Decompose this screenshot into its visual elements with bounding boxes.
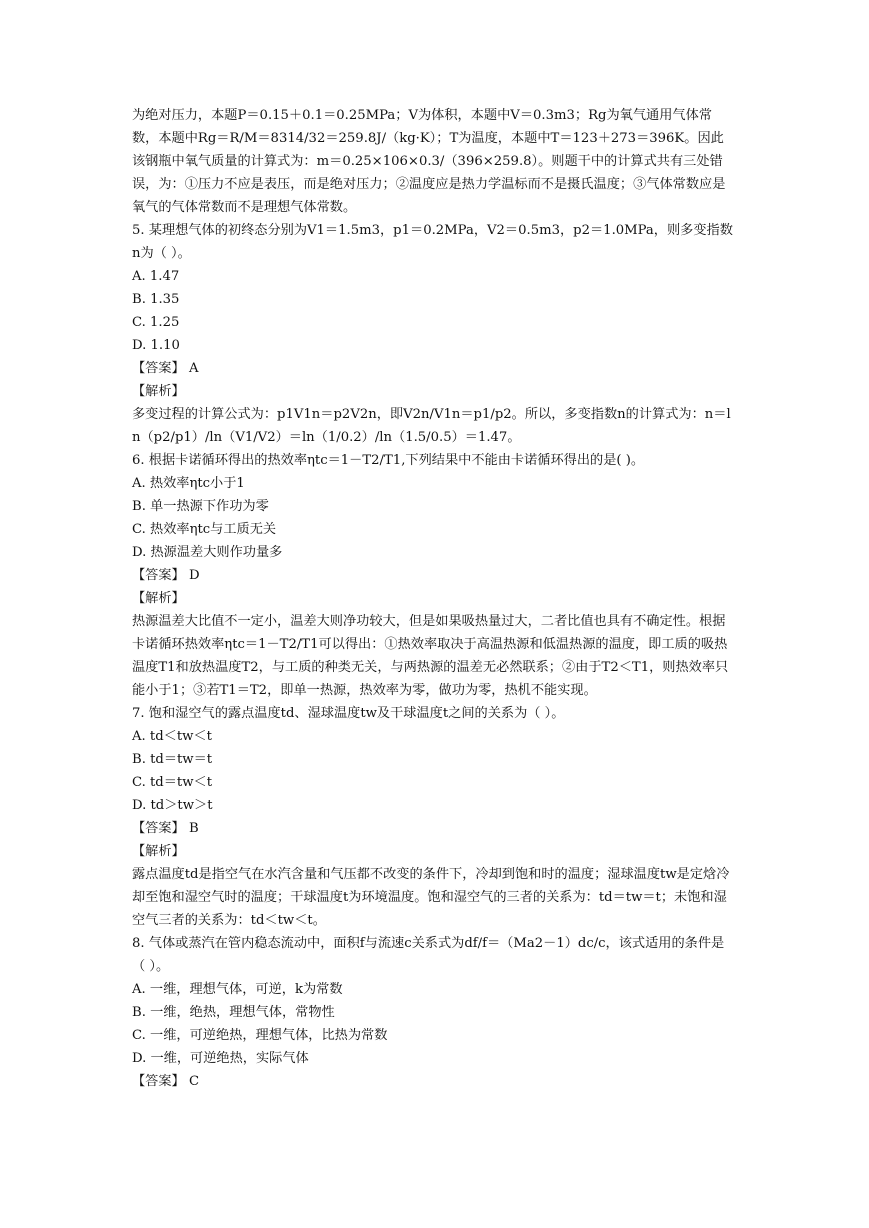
analysis-heading: 【解析】 bbox=[132, 591, 185, 606]
question-5: 5. 某理想气体的初终态分别为V1＝1.5m3，p1＝0.2MPa，V2＝0.5m3，p2＝1.0MPa，则多变指数n为（ ）。 bbox=[132, 223, 733, 261]
analysis-text: 多变过程的计算公式为：p1V1n＝p2V2n，即V2n/V1n＝p1/p2。所以，多变指数n的计算式为：n＝ln（p2/p1）/ln（V1/V2）＝ln（1/0.2）/ln（1.5/0.5）＝1.47。 bbox=[132, 407, 731, 445]
option-c: C. 1.25 bbox=[132, 315, 180, 330]
answer: 【答案】 C bbox=[132, 1074, 200, 1089]
option-b: B. 1.35 bbox=[132, 292, 180, 307]
question-7: 7. 饱和湿空气的露点温度td、湿球温度tw及干球温度t之间的关系为（ ）。 bbox=[132, 706, 565, 721]
answer: 【答案】 B bbox=[132, 821, 199, 836]
paragraph: 为绝对压力，本题P＝0.15＋0.1＝0.25MPa；V为体积，本题中V＝0.3m3；Rg为氧气通用气体常数，本题中Rg＝R/M＝8314/32＝259.8J/（kg·K）；T为温度，本题中T＝123＋273＝396K。因此该钢瓶中氧气质量的计算式为：m＝0.25×106×0.3/（396×259.8）。则题干中的计算式共有三处错误，为：①压力不应是表压，而是绝对压力；②温度应是热力学温标而不是摄氏温度；③气体常数应是氧气的气体常数而不是理想气体常数。 bbox=[132, 108, 726, 215]
option-a: A. 热效率ηtc小于1 bbox=[132, 476, 245, 491]
option-b: B. 一维，绝热，理想气体，常物性 bbox=[132, 1005, 335, 1020]
option-a: A. 一维，理想气体，可逆，k为常数 bbox=[132, 982, 343, 997]
document-page bbox=[132, 104, 737, 1093]
analysis-text: 热源温差大比值不一定小，温差大则净功较大，但是如果吸热量过大，二者比值也具有不确定性。根据卡诺循环热效率ηtc＝1－T2/T1可以得出：①热效率取决于高温热源和低温热源的温度，即工质的吸热温度T1和放热温度T2，与工质的种类无关，与两热源的温差无必然联系；②由于T2＜T1，则热效率只能小于1；③若T1＝T2，即单一热源，热效率为零，做功为零，热机不能实现。 bbox=[132, 614, 729, 698]
analysis-heading: 【解析】 bbox=[132, 844, 185, 859]
answer: 【答案】 D bbox=[132, 568, 200, 583]
question-8: 8. 气体或蒸汽在管内稳态流动中，面积f与流速c关系式为df/f＝（Ma2－1）dc/c，该式适用的条件是（ ）。 bbox=[132, 936, 725, 974]
option-d: D. 1.10 bbox=[132, 338, 180, 353]
option-d: D. td＞tw＞t bbox=[132, 798, 213, 813]
option-b: B. 单一热源下作功为零 bbox=[132, 499, 269, 514]
option-a: A. 1.47 bbox=[132, 269, 180, 284]
option-b: B. td＝tw＝t bbox=[132, 752, 213, 767]
option-c: C. 一维，可逆绝热，理想气体，比热为常数 bbox=[132, 1028, 388, 1043]
analysis-text: 露点温度td是指空气在水汽含量和气压都不改变的条件下，冷却到饱和时的温度；湿球温度tw是定焓冷却至饱和湿空气时的温度；干球温度t为环境温度。饱和湿空气的三者的关系为：td＝tw＝t；未饱和湿空气三者的关系为：td＜tw＜t。 bbox=[132, 867, 730, 928]
option-c: C. 热效率ηtc与工质无关 bbox=[132, 522, 277, 537]
option-a: A. td＜tw＜t bbox=[132, 729, 212, 744]
option-d: D. 热源温差大则作功量多 bbox=[132, 545, 283, 560]
question-6: 6. 根据卡诺循环得出的热效率ηtc＝1－T2/T1,下列结果中不能由卡诺循环得出的是( )。 bbox=[132, 453, 645, 468]
answer: 【答案】 A bbox=[132, 361, 199, 376]
option-d: D. 一维，可逆绝热，实际气体 bbox=[132, 1051, 309, 1066]
analysis-heading: 【解析】 bbox=[132, 384, 185, 399]
option-c: C. td＝tw＜t bbox=[132, 775, 213, 790]
